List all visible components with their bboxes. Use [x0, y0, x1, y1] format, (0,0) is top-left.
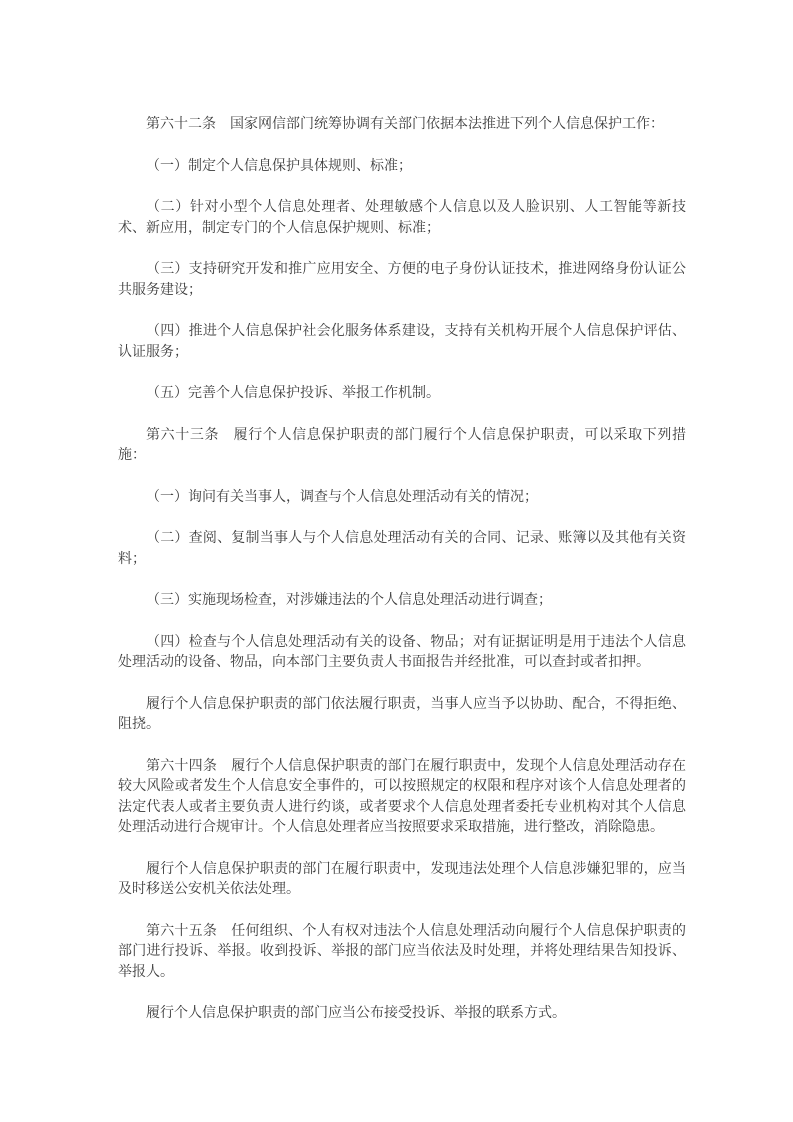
article-63-item-3: （三）实施现场检查，对涉嫌违法的个人信息处理活动进行调查； [146, 593, 552, 608]
article-62-item-2: （二）针对小型个人信息处理者、处理敏感个人信息以及人脸识别、人工智能等新技术、新应用，制定专门的个人信息保护规则、标准； [118, 200, 686, 236]
article-63-opening-paragraph: 第六十三条 履行个人信息保护职责的部门履行个人信息保护职责，可以采取下列措施： [118, 427, 686, 463]
article-63-item-4: （四）检查与个人信息处理活动有关的设备、物品；对有证据证明是用于违法个人信息处理活动的设备、物品，向本部门主要负责人书面报告并经批准，可以查封或者扣押。 [118, 634, 686, 670]
article-62-item-4: （四）推进个人信息保护社会化服务体系建设，支持有关机构开展个人信息保护评估、认证服务； [118, 324, 686, 360]
document-body [118, 115, 686, 1046]
article-63-closing-paragraph: 履行个人信息保护职责的部门依法履行职责，当事人应当予以协助、配合，不得拒绝、阻挠。 [118, 696, 686, 732]
article-62-item-1: （一）制定个人信息保护具体规则、标准； [146, 158, 412, 174]
article-63-item-2: （二）查阅、复制当事人与个人信息处理活动有关的合同、记录、账簿以及其他有关资料； [118, 531, 686, 567]
article-63-item-1: （一）询问有关当事人，调查与个人信息处理活动有关的情况； [146, 489, 538, 505]
article-64-paragraph-2: 履行个人信息保护职责的部门在履行职责中，发现违法处理个人信息涉嫌犯罪的，应当及时移送公安机关依法处理。 [118, 861, 686, 897]
article-62-item-5: （五）完善个人信息保护投诉、举报工作机制。 [146, 386, 440, 401]
article-65-paragraph-2: 履行个人信息保护职责的部门应当公布接受投诉、举报的联系方式。 [146, 1006, 566, 1021]
article-62-item-3: （三）支持研究开发和推广应用安全、方便的电子身份认证技术，推进网络身份认证公共服务建设； [118, 262, 686, 298]
article-62-opening-paragraph: 第六十二条 国家网信部门统筹协调有关部门依据本法推进下列个人信息保护工作： [146, 117, 664, 132]
article-65-paragraph-1: 第六十五条 任何组织、个人有权对违法个人信息处理活动向履行个人信息保护职责的部门进行投诉、举报。收到投诉、举报的部门应当依法及时处理，并将处理结果告知投诉、举报人。 [118, 923, 686, 980]
article-64-paragraph-1: 第六十四条 履行个人信息保护职责的部门在履行职责中，发现个人信息处理活动存在较大风险或者发生个人信息安全事件的，可以按照规定的权限和程序对该个人信息处理者的法定代表人或者主要负责人进行约谈，或者要求个人信息处理者委托专业机构对其个人信息处理活动进行合规审计。个人信息处理者应当按照要求采取措施，进行整改，消除隐患。 [118, 758, 686, 835]
